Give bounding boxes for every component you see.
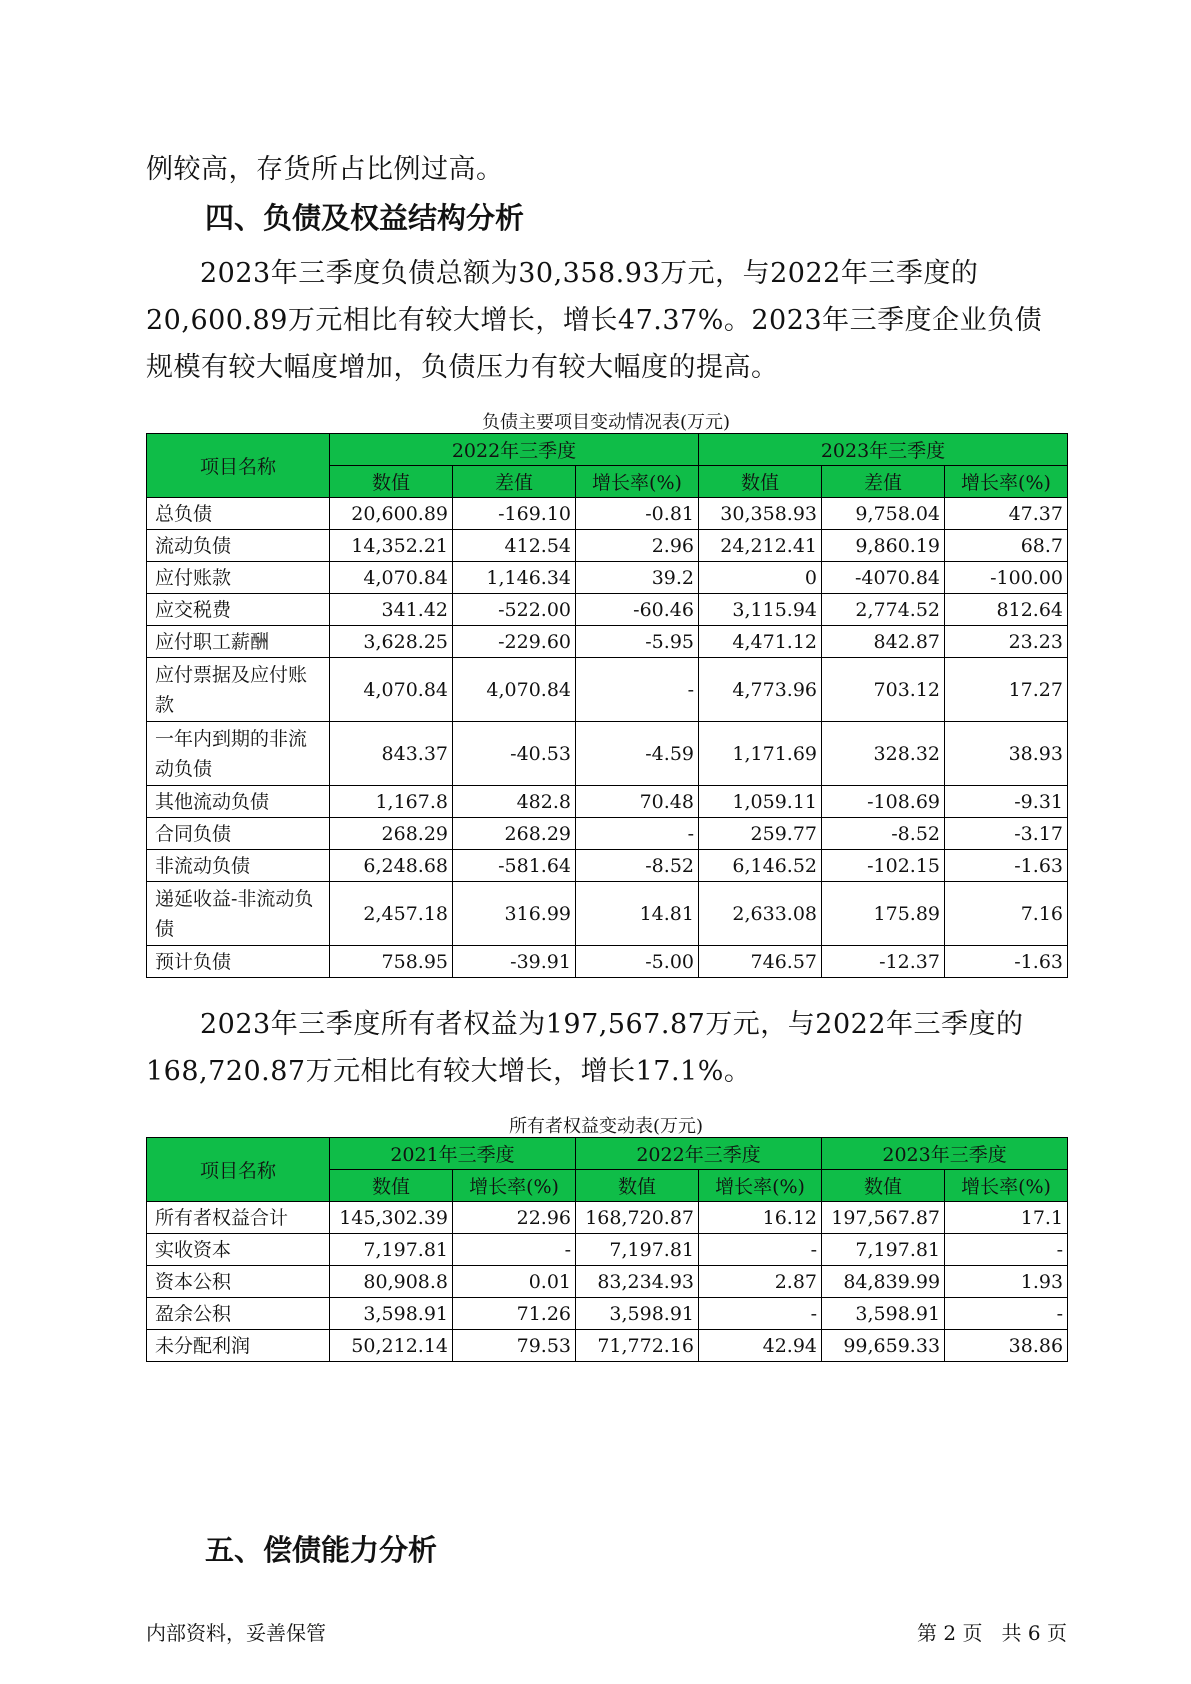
row-item-name: 所有者权益合计 xyxy=(147,1202,330,1234)
table-row xyxy=(147,1202,1068,1234)
table-cell: 328.32 xyxy=(822,722,945,786)
table-row xyxy=(147,818,1068,850)
row-item-name: 一年内到期的非流动负债 xyxy=(147,722,330,786)
table-cell: 38.86 xyxy=(945,1330,1068,1362)
table-cell: 4,070.84 xyxy=(330,562,453,594)
table-cell: 703.12 xyxy=(822,658,945,722)
table-cell: 39.2 xyxy=(576,562,699,594)
table-cell: 1,171.69 xyxy=(699,722,822,786)
table-cell: 4,070.84 xyxy=(453,658,576,722)
equity-summary-paragraph: 2023年三季度所有者权益为197,567.87万元，与2022年三季度的168,720.87万元相比有较大增长，增长17.1%。 xyxy=(146,1009,1024,1087)
table-cell: -9.31 xyxy=(945,786,1068,818)
table-row xyxy=(147,1266,1068,1298)
table-cell: 17.1 xyxy=(945,1202,1068,1234)
table-cell: 47.37 xyxy=(945,498,1068,530)
table-cell: 2,774.52 xyxy=(822,594,945,626)
table-cell: 1.93 xyxy=(945,1266,1068,1298)
table-cell: 482.8 xyxy=(453,786,576,818)
table-row xyxy=(147,530,1068,562)
growth-rate-subheader: 增长率(%) xyxy=(699,1170,822,1202)
table-cell: 341.42 xyxy=(330,594,453,626)
table-row xyxy=(147,1234,1068,1266)
period-header: 2022年三季度 xyxy=(576,1138,822,1170)
table-cell: 84,839.99 xyxy=(822,1266,945,1298)
equity-change-table xyxy=(146,1137,1068,1362)
table-cell: 268.29 xyxy=(330,818,453,850)
growth-rate-subheader: 增长率(%) xyxy=(945,466,1068,498)
section-4-heading: 四、负债及权益结构分析 xyxy=(205,201,525,235)
table-cell: -40.53 xyxy=(453,722,576,786)
row-item-name: 实收资本 xyxy=(147,1234,330,1266)
period-header: 2023年三季度 xyxy=(822,1138,1068,1170)
table-cell: 145,302.39 xyxy=(330,1202,453,1234)
growth-rate-subheader: 增长率(%) xyxy=(576,466,699,498)
period-header: 2023年三季度 xyxy=(699,434,1068,466)
table-row xyxy=(147,882,1068,946)
table-cell: 6,248.68 xyxy=(330,850,453,882)
table-cell: 14,352.21 xyxy=(330,530,453,562)
section-5-heading: 五、偿债能力分析 xyxy=(205,1533,438,1567)
table-row xyxy=(147,594,1068,626)
row-item-name: 合同负债 xyxy=(147,818,330,850)
table-cell: 0.01 xyxy=(453,1266,576,1298)
table-cell: 2.87 xyxy=(699,1266,822,1298)
table-cell: 758.95 xyxy=(330,946,453,978)
value-subheader: 数值 xyxy=(330,466,453,498)
table-cell: 83,234.93 xyxy=(576,1266,699,1298)
footer-confidential-note: 内部资料，妥善保管 xyxy=(146,1621,326,1645)
table-cell: 2.96 xyxy=(576,530,699,562)
table-cell: 843.37 xyxy=(330,722,453,786)
table-cell: 23.23 xyxy=(945,626,1068,658)
table-cell: 4,773.96 xyxy=(699,658,822,722)
table-cell: 1,167.8 xyxy=(330,786,453,818)
period-header: 2021年三季度 xyxy=(330,1138,576,1170)
table-cell: 1,146.34 xyxy=(453,562,576,594)
table-cell: -1.63 xyxy=(945,946,1068,978)
table-cell: 746.57 xyxy=(699,946,822,978)
table-cell: 22.96 xyxy=(453,1202,576,1234)
value-subheader: 数值 xyxy=(699,466,822,498)
table-cell: 842.87 xyxy=(822,626,945,658)
row-item-name: 应付账款 xyxy=(147,562,330,594)
table-cell: 9,758.04 xyxy=(822,498,945,530)
row-item-name: 应付职工薪酬 xyxy=(147,626,330,658)
table-cell: -39.91 xyxy=(453,946,576,978)
table-cell: 7.16 xyxy=(945,882,1068,946)
liability-summary-paragraph: 2023年三季度负债总额为30,358.93万元，与2022年三季度的20,600.89万元相比有较大增长，增长47.37%。2023年三季度企业负债规模有较大幅度增加，负债压力有较大幅度的提高。 xyxy=(146,258,1043,383)
table-cell: 70.48 xyxy=(576,786,699,818)
table-cell: 7,197.81 xyxy=(576,1234,699,1266)
table-row xyxy=(147,786,1068,818)
table-row xyxy=(147,850,1068,882)
table-cell: -522.00 xyxy=(453,594,576,626)
table-cell: - xyxy=(453,1234,576,1266)
value-subheader: 数值 xyxy=(822,1170,945,1202)
table-cell: 259.77 xyxy=(699,818,822,850)
table-cell: 9,860.19 xyxy=(822,530,945,562)
table-cell: 4,471.12 xyxy=(699,626,822,658)
table-cell: 3,628.25 xyxy=(330,626,453,658)
table-cell: - xyxy=(945,1298,1068,1330)
table-cell: 99,659.33 xyxy=(822,1330,945,1362)
table-cell: 3,598.91 xyxy=(822,1298,945,1330)
growth-rate-subheader: 增长率(%) xyxy=(453,1170,576,1202)
table-cell: -100.00 xyxy=(945,562,1068,594)
table-cell: -60.46 xyxy=(576,594,699,626)
table-cell: 71.26 xyxy=(453,1298,576,1330)
row-item-name: 非流动负债 xyxy=(147,850,330,882)
table-cell: - xyxy=(699,1298,822,1330)
item-name-header: 项目名称 xyxy=(147,434,330,498)
table-cell: 20,600.89 xyxy=(330,498,453,530)
equity-table-caption: 所有者权益变动表(万元) xyxy=(508,1116,704,1137)
table-cell: - xyxy=(576,658,699,722)
table-cell: 14.81 xyxy=(576,882,699,946)
table-cell: -108.69 xyxy=(822,786,945,818)
value-subheader: 数值 xyxy=(576,1170,699,1202)
row-item-name: 应付票据及应付账款 xyxy=(147,658,330,722)
table-cell: 175.89 xyxy=(822,882,945,946)
table-cell: 4,070.84 xyxy=(330,658,453,722)
row-item-name: 预计负债 xyxy=(147,946,330,978)
table-cell: -12.37 xyxy=(822,946,945,978)
table-cell: 42.94 xyxy=(699,1330,822,1362)
intro-tail-text: 例较高，存货所占比例过高。 xyxy=(146,154,504,185)
row-item-name: 总负债 xyxy=(147,498,330,530)
table-cell: 7,197.81 xyxy=(822,1234,945,1266)
table-cell: 17.27 xyxy=(945,658,1068,722)
table-cell: -4070.84 xyxy=(822,562,945,594)
table-cell: - xyxy=(576,818,699,850)
table-row xyxy=(147,722,1068,786)
table-cell: - xyxy=(945,1234,1068,1266)
table-cell: -102.15 xyxy=(822,850,945,882)
table-row xyxy=(147,946,1068,978)
table-cell: 412.54 xyxy=(453,530,576,562)
table-cell: 812.64 xyxy=(945,594,1068,626)
table-cell: 1,059.11 xyxy=(699,786,822,818)
table-cell: 3,598.91 xyxy=(576,1298,699,1330)
table-cell: 38.93 xyxy=(945,722,1068,786)
table-cell: 316.99 xyxy=(453,882,576,946)
table-cell: 3,598.91 xyxy=(330,1298,453,1330)
table-cell: 79.53 xyxy=(453,1330,576,1362)
growth-rate-subheader: 增长率(%) xyxy=(945,1170,1068,1202)
item-name-header: 项目名称 xyxy=(147,1138,330,1202)
table-cell: 80,908.8 xyxy=(330,1266,453,1298)
difference-subheader: 差值 xyxy=(453,466,576,498)
table-cell: 2,457.18 xyxy=(330,882,453,946)
value-subheader: 数值 xyxy=(330,1170,453,1202)
table-cell: 7,197.81 xyxy=(330,1234,453,1266)
table-cell: 268.29 xyxy=(453,818,576,850)
row-item-name: 资本公积 xyxy=(147,1266,330,1298)
table-row xyxy=(147,498,1068,530)
table-cell: 168,720.87 xyxy=(576,1202,699,1234)
table-cell: -5.95 xyxy=(576,626,699,658)
table-row xyxy=(147,1330,1068,1362)
row-item-name: 盈余公积 xyxy=(147,1298,330,1330)
table-cell: -1.63 xyxy=(945,850,1068,882)
table-cell: 30,358.93 xyxy=(699,498,822,530)
table-cell: -3.17 xyxy=(945,818,1068,850)
row-item-name: 递延收益-非流动负债 xyxy=(147,882,330,946)
table-cell: -4.59 xyxy=(576,722,699,786)
liability-change-table xyxy=(146,433,1068,978)
row-item-name: 流动负债 xyxy=(147,530,330,562)
table-row xyxy=(147,562,1068,594)
table-cell: 24,212.41 xyxy=(699,530,822,562)
table-cell: -8.52 xyxy=(822,818,945,850)
table-cell: 0 xyxy=(699,562,822,594)
table-cell: 16.12 xyxy=(699,1202,822,1234)
table-cell: 71,772.16 xyxy=(576,1330,699,1362)
table-cell: -0.81 xyxy=(576,498,699,530)
table-cell: -581.64 xyxy=(453,850,576,882)
row-item-name: 未分配利润 xyxy=(147,1330,330,1362)
footer-page-number: 第 2 页 共 6 页 xyxy=(917,1621,1067,1645)
table-cell: 3,115.94 xyxy=(699,594,822,626)
period-header: 2022年三季度 xyxy=(330,434,699,466)
table-cell: 6,146.52 xyxy=(699,850,822,882)
table-row xyxy=(147,1298,1068,1330)
row-item-name: 应交税费 xyxy=(147,594,330,626)
table-cell: -8.52 xyxy=(576,850,699,882)
table-cell: -229.60 xyxy=(453,626,576,658)
table-cell: 2,633.08 xyxy=(699,882,822,946)
liability-table-caption: 负债主要项目变动情况表(万元) xyxy=(481,412,731,433)
table-cell: 50,212.14 xyxy=(330,1330,453,1362)
table-cell: -169.10 xyxy=(453,498,576,530)
difference-subheader: 差值 xyxy=(822,466,945,498)
row-item-name: 其他流动负债 xyxy=(147,786,330,818)
table-cell: 68.7 xyxy=(945,530,1068,562)
table-cell: - xyxy=(699,1234,822,1266)
table-cell: -5.00 xyxy=(576,946,699,978)
table-cell: 197,567.87 xyxy=(822,1202,945,1234)
table-row xyxy=(147,658,1068,722)
table-row xyxy=(147,626,1068,658)
